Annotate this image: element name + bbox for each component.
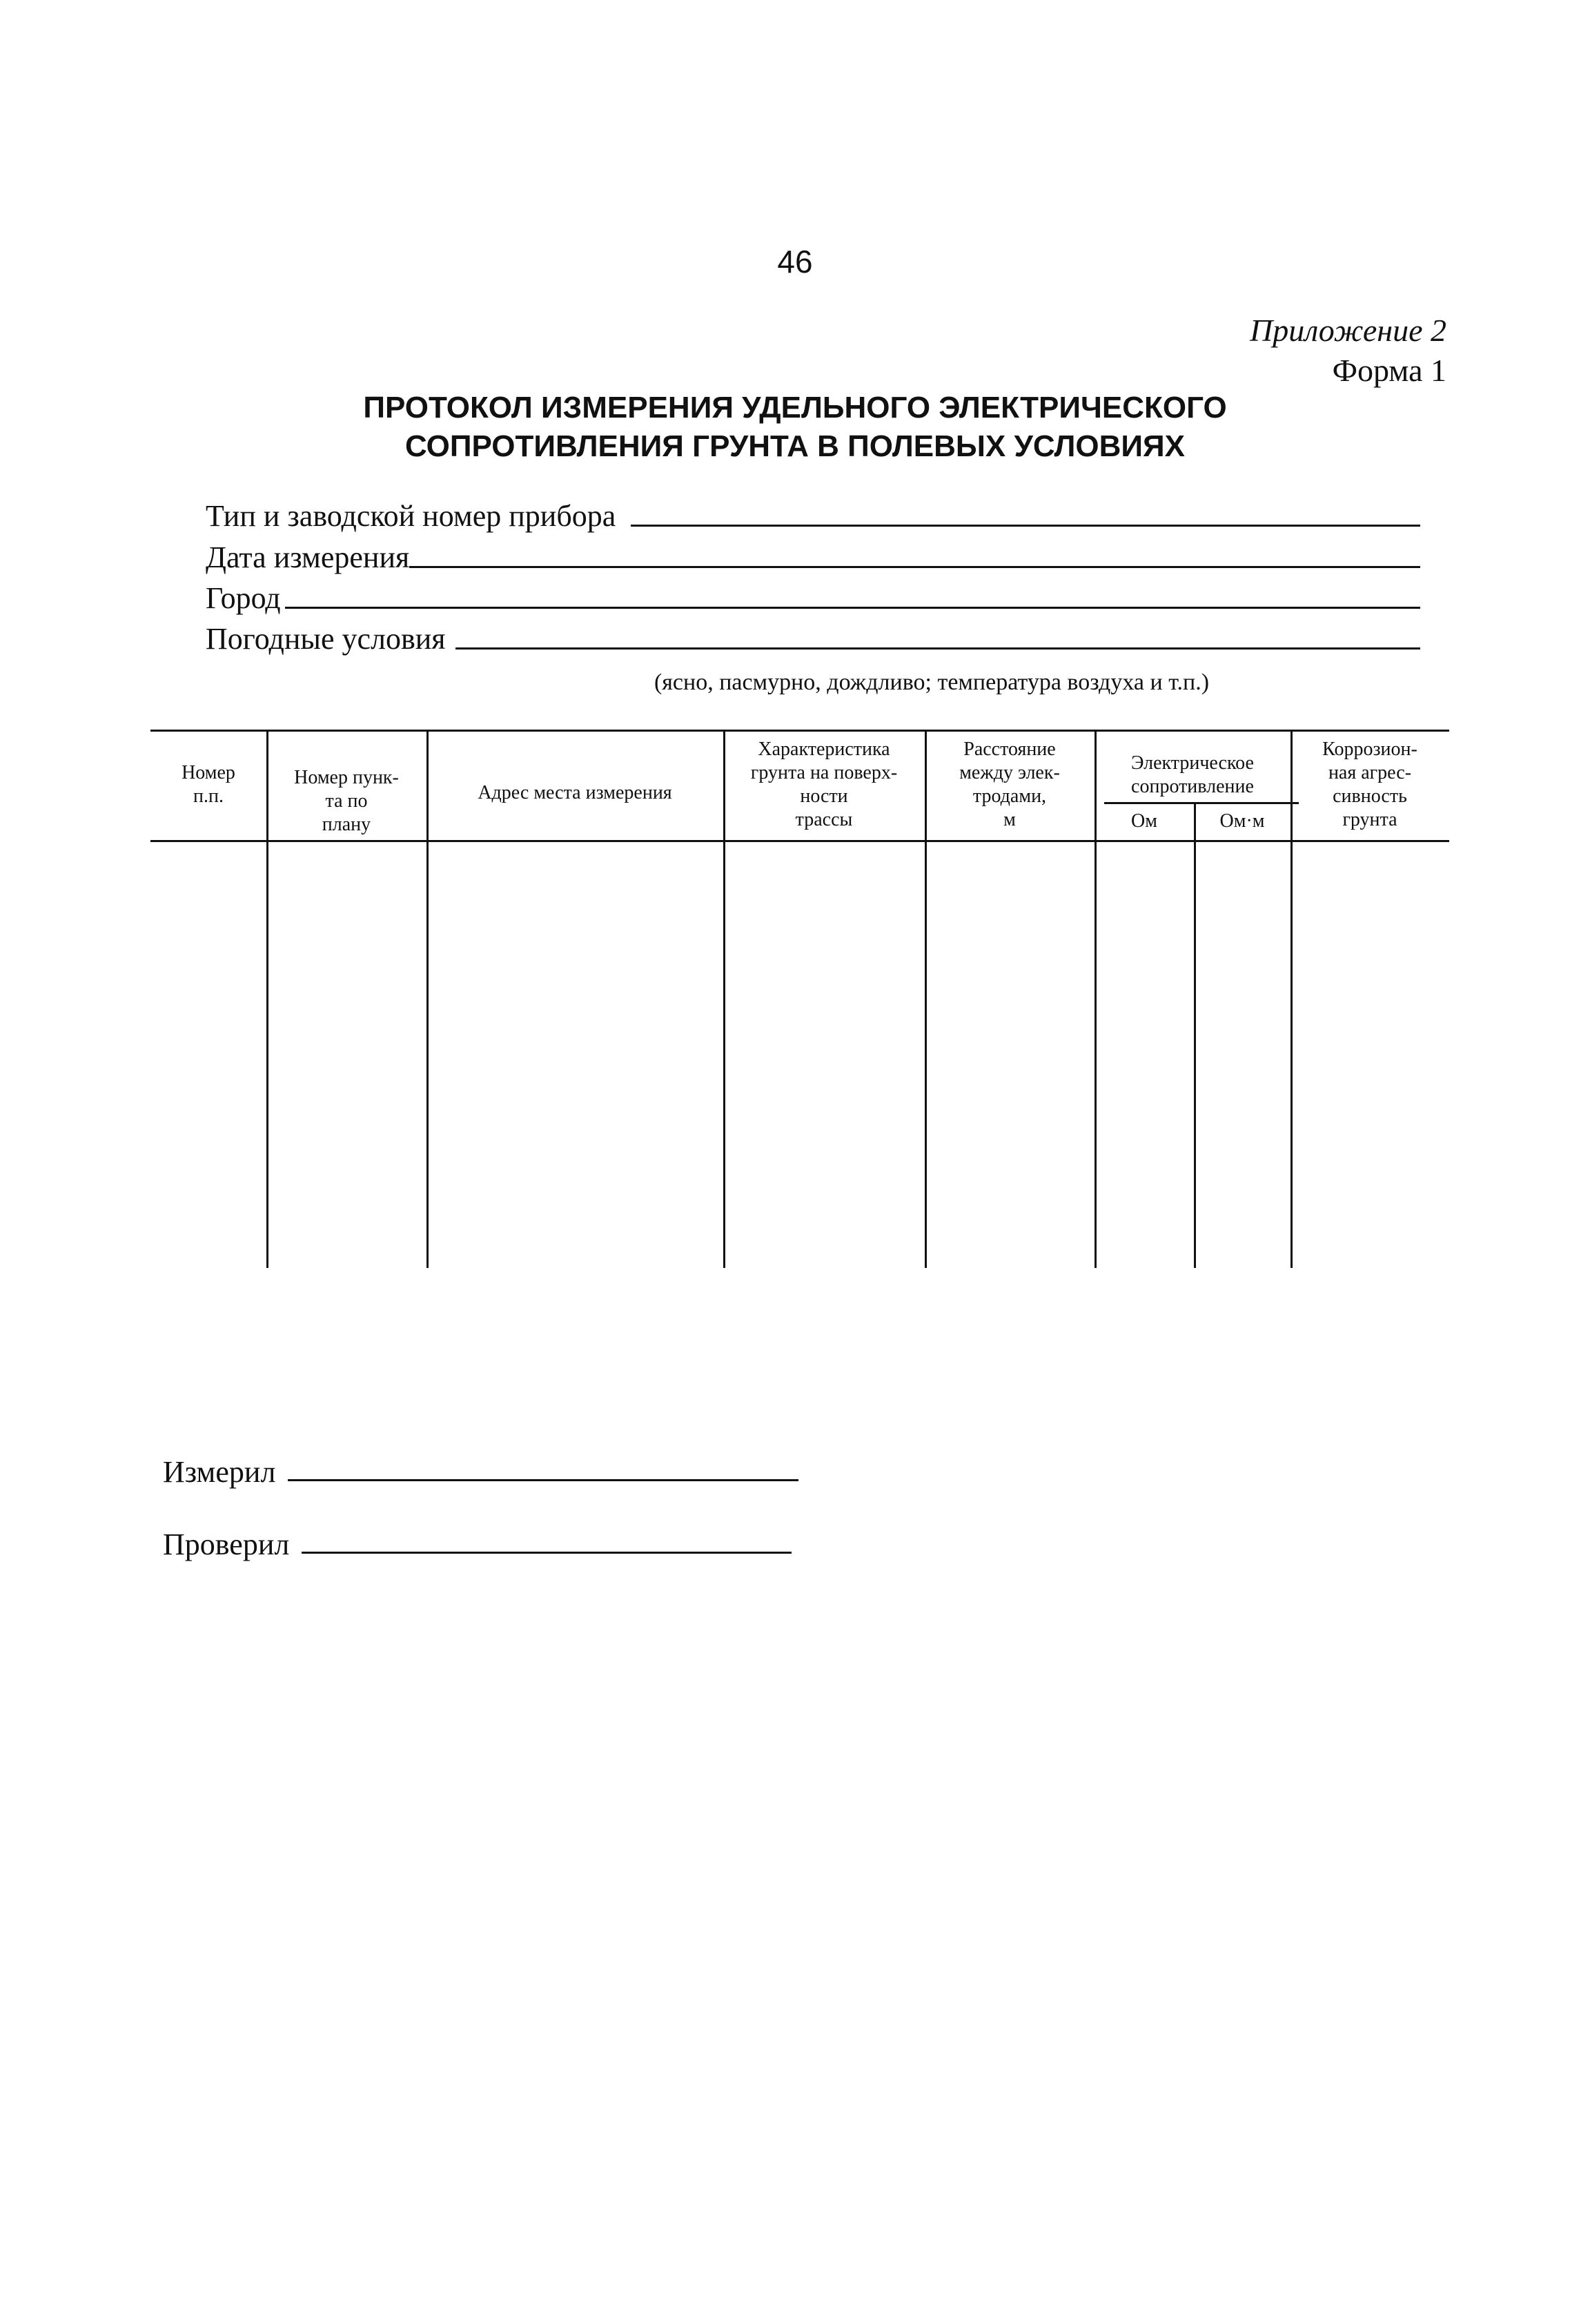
header-ohm-meter: Ом·м [1219,810,1265,832]
appendix-label: Приложение 2 [1249,313,1446,348]
title-line-2: СОПРОТИВЛЕНИЯ ГРУНТА В ПОЛЕВЫХ УСЛОВИЯХ [404,429,1186,463]
header-electrode-distance: Расстояние между элек- тродами, м [959,739,1060,830]
header-electrical-resistance: Электрическое сопротивление [1131,752,1254,797]
measured-by-field [163,1447,798,1490]
weather-label: Погодные условия [206,622,446,656]
checked-by-line[interactable] [302,1552,792,1554]
document-title [0,389,1590,466]
city-label: Город [206,581,281,615]
device-label: Тип и заводской номер прибора [206,499,616,533]
measured-by-line[interactable] [288,1479,798,1481]
page-number: 46 [777,244,813,280]
header-number: Номер п.п. [181,762,235,807]
header-address: Адрес места измерения [478,782,672,803]
weather-field [206,616,1420,656]
date-input-line[interactable] [409,566,1420,568]
header-point-number: Номер пунк- та по плану [294,767,399,835]
checked-by-label: Проверил [163,1527,290,1561]
header-ohm: Ом [1131,810,1157,832]
city-input-line[interactable] [285,607,1420,609]
checked-by-field [163,1519,792,1562]
date-label: Дата измерения [206,540,410,574]
measured-by-label: Измерил [163,1455,276,1489]
weather-hint: (ясно, пасмурно, дождливо; температура воздуха и т.п.) [654,670,1210,695]
measurement-table [150,730,1449,1268]
header-soil-characteristic: Характеристика грунта на поверх- ности трассы [750,739,898,830]
city-field [206,576,1420,616]
weather-input-line[interactable] [455,647,1420,650]
device-field [206,494,1420,534]
column-divider [1194,802,1196,1268]
title-line-1: ПРОТОКОЛ ИЗМЕРЕНИЯ УДЕЛЬНОГО ЭЛЕКТРИЧЕСКОГО [363,391,1227,424]
form-label: Форма 1 [1332,353,1446,388]
date-field [206,535,1420,575]
header-corrosiveness: Коррозион- ная агрес- сивность грунта [1322,739,1417,830]
device-input-line[interactable] [631,525,1420,527]
